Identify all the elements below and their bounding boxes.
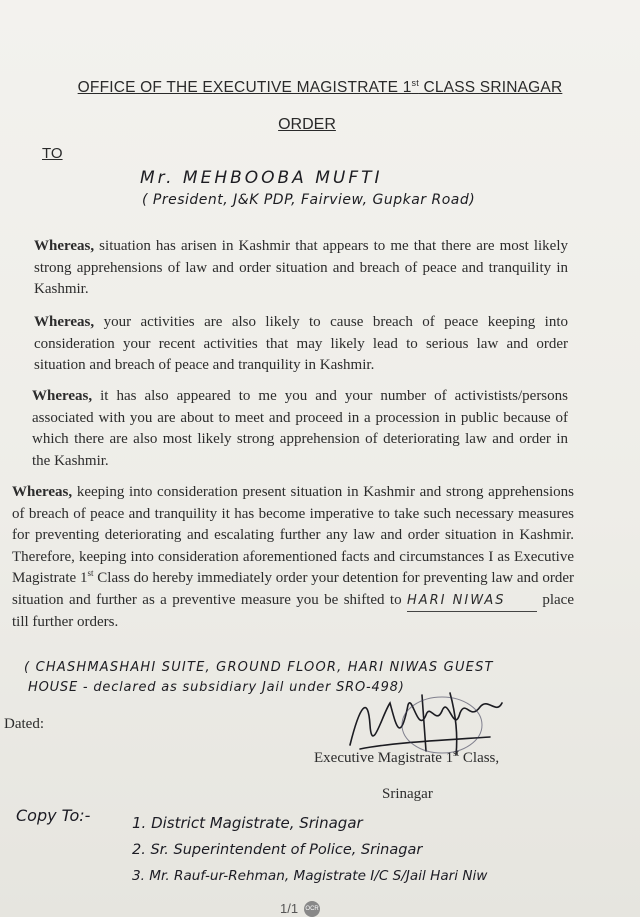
page-indicator: 1/1 [280,901,299,916]
copy-to-item-3: 3. Mr. Rauf-ur-Rehman, Magistrate I/C S/Jail Hari Niw [132,868,488,884]
paragraph-1: Whereas, situation has arisen in Kashmir that appears to me that there are most likely strong apprehensions of law and order situation and breach of peace and tranquility in Kashmir. [34,238,568,297]
paragraph-2: Whereas, your activities are also likely to cause breach of peace keeping into consideration your recent activities that may likely lead to serious law and order situation and breach of peace and tranquility in Kashmir. [34,314,568,373]
dated-label: Dated: [4,716,44,732]
page-indicator-bar [280,900,320,917]
copy-to-item-1: 1. District Magistrate, Srinagar [132,814,363,832]
copy-to-label: Copy To:- [16,806,91,825]
signatory-title: Executive Magistrate 1st Class, [314,748,500,766]
handwritten-place-line-2: HOUSE - declared as subsidiary Jail under SRO-498) [28,680,405,695]
addressee-designation: ( President, J&K PDP, Fairview, Gupkar Road) [142,192,476,208]
signatory-place: Srinagar [382,786,433,802]
addressee-name: Mr. MEHBOOBA MUFTI [140,168,383,188]
copy-to-item-2: 2. Sr. Superintendent of Police, Srinagar [132,842,423,858]
paragraph-4: Whereas, keeping into consideration present situation in Kashmir and strong apprehensions of breach of peace and tranquility it has become imperative to take such necessary measures for preventing deteriorating and escalating further any law and order situation in Kashmir. Therefore, keeping into consideration aforementioned facts and circumstances I as Executive Magistrate 1st Class do hereby immediately order your detention for preventing law and order situation and further as a preventive measure you be shifted to HARI NIWAS place till further orders. [12,484,574,630]
office-heading: OFFICE OF THE EXECUTIVE MAGISTRATE 1st CLASS SRINAGAR [77,78,563,97]
paragraph-3: Whereas, it has also appeared to me you and your number of activistists/persons associated with you are about to meet and proceed in a procession in public because of which there are also most likely strong apprehension of deteriorating law and order in the Kashmir. [32,388,568,469]
detention-place-field: HARI NIWAS [407,590,537,613]
to-label: TO [42,145,63,162]
ocr-icon[interactable]: OCR [304,901,320,917]
order-title: ORDER [278,116,336,133]
handwritten-place-line-1: ( CHASHMASHAHI SUITE, GROUND FLOOR, HARI NIWAS GUEST [24,660,494,675]
